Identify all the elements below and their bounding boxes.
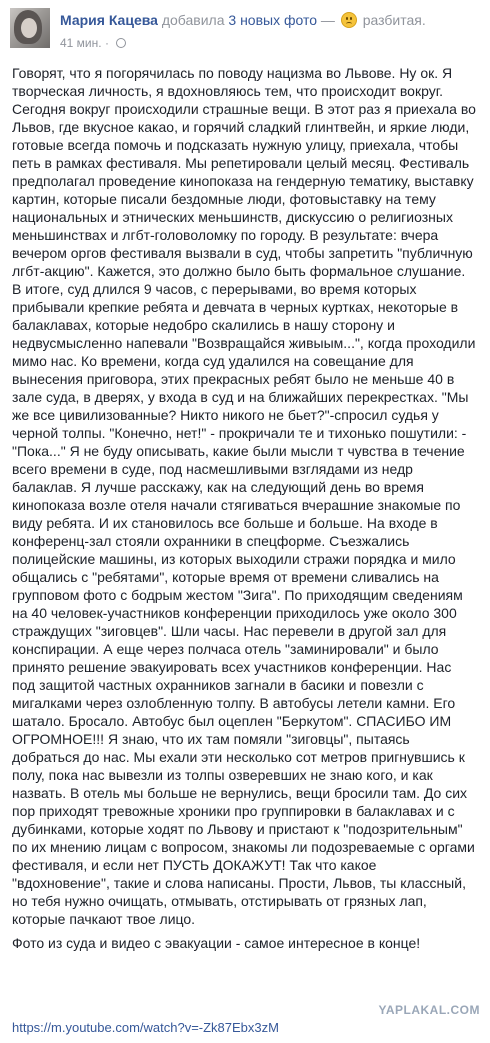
meta-separator: · [104, 36, 109, 50]
post-text: Говорят, что я погорячилась по поводу нацизма во Львове. Ну ок. Я творческая личность, я вдохновляюсь тем, что происходит вокруг. Сегодня вокруг происходили страшные вещи. В этот раз я приехала во Львов, где вкусное какао, и горячий сладкий глинтвейн, и яркие люди, готовые всегда помочь и подсказать нужную улицу, приехала, чтобы петь в рамках фестиваля. Мы репетировали целый месяц. Фестиваль предполагал проведение кинопоказа на гендерную тематику, выставку картин, которые писали бездомные люди, фотовыставку на тему национальных и этнических меньшинств, дискуссию о религиозных меньшинствах и лгбт-головоломку по городу. В результате: вчера вечером оргов фестиваля вызвали в суд, чтобы запретить "публичную лгбт-акцию". Кажется, это должно было быть формальное слушание. В итоге, суд длился 9 часов, с перерывами, во время которых прибывали крепкие ребята и девчата в черных куртках, некоторые в балаклавах, которые недобро скалились в нашу сторону и недвусмысленно напевали "Возвращайся живыым...", когда проходили мимо нас. Ко времени, когда суд удалился на совещание для вынесения приговора, этих прекрасных ребят было не меньше 40 в зале суда, в дверях, у входа в суд и на ближайших перекрестках. "Мы же все цивилизованные? Никто никого не бьет?"-спросил судья у черной толпы. "Конечно, нет!" - прокричали те и тихонько пошутили: - "Пока..." Я не буду описывать, какие были мысли т чувства в течение всего времени в суде, под насмешливыми взглядами из недр балаклав. Я лучше расскажу, как на следующий день во время кинопоказа возле отеля начали стягиваться вчерашние знакомые по виду ребята. И их становилось все больше и больше. На входе в конференц-зал стояли охранники в спецформе. Съезжались полицейские машины, из которых выходили стражи порядка и мило общались с "ребятами", которые время от времени сливались на групповом фото с бодрым жестом "Зига". По приходящим сведениям на 40 человек-участников конференции приходилось уже около 300 страждущих "зиговцев". Шли часы. Нас перевели в другой зал для конспирации. А еще через полчаса отель "заминировали" и было принято решение эвакуировать всех участников конференции. Нас под защитой частных охранников загнали в басики и повезли с мигалками через озлобленную толпу. В автобусы летели камни. Его шатало. Бросало. Автобус был оцеплен "Беркутом". СПАСИБО ИМ ОГРОМНОЕ!!! Я знаю, что их там помяли "зиговцы", пытаясь добраться до нас. Мы ехали эти несколько сот метров пригнувшись к полу, пока нас вывезли из толпы озверевших не знаю кого, и как назвать. В отель мы больше не вернулись, вещи бросили там. До сих пор приходят тревожные хроники про группировки в балаклавах и с дубинками, которые ходят по Львову и пристают к "подозрительным" по их мнению лицам с вопросом, знакомы ли подозреваемые с оргами фестиваля, и если нет ПУСТЬ ДОКАЖУТ! Так что какое "вдохновение", такие и слова написаны. Прости, Львов, ты классный, но тебя нужно очищать, отмывать, отстирывать от грязных лап, которые пачкают твое лицо. [12, 65, 476, 927]
post-body [12, 64, 478, 958]
watermark: YAPLAKAL.COM [378, 1003, 480, 1017]
post-meta [60, 36, 126, 50]
author-name[interactable]: Мария Кацева [60, 12, 158, 28]
action-text: добавила [161, 12, 225, 28]
photos-link[interactable]: 3 новых фото [228, 12, 318, 28]
globe-icon[interactable] [116, 38, 126, 48]
feeling-text: разбитая. [362, 12, 426, 28]
youtube-link[interactable]: https://m.youtube.com/watch?v=-Zk87Ebx3zM [12, 1020, 279, 1035]
dash: — [320, 12, 335, 28]
post-closing: Фото из суда и видео с эвакуации - самое интересное в конце! [12, 935, 421, 951]
avatar[interactable] [10, 8, 50, 48]
avatar-face [21, 18, 37, 38]
header-line [60, 12, 426, 28]
post-header [0, 0, 490, 60]
post-timestamp[interactable]: 41 мин. [60, 36, 102, 50]
sad-face-icon [341, 12, 357, 28]
